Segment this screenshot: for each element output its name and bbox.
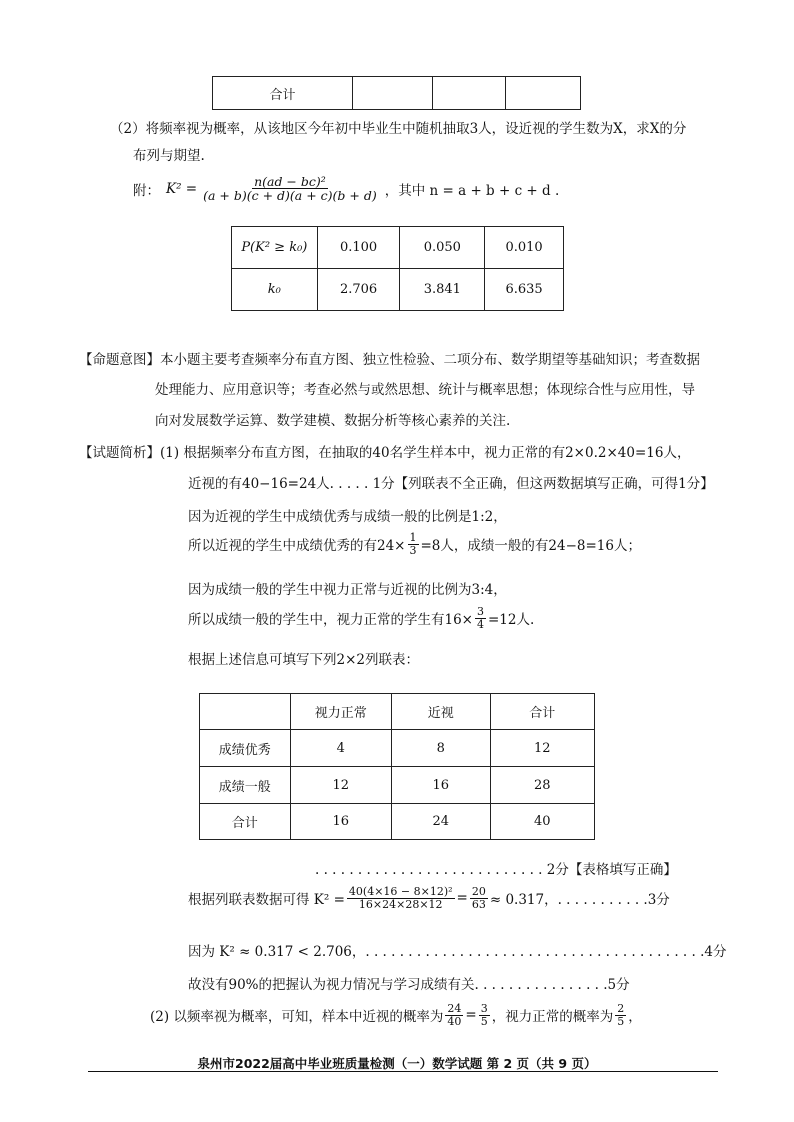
analysis-line2: 近视的有40−16=24人. . . . . 1分【列联表不全正确，但这两数据填写正确，可得1分】 <box>188 476 714 492</box>
ref-k-3: 6.635 <box>485 269 564 311</box>
k2-denominator: (a + b)(c + d)(a + c)(b + d) <box>203 188 377 204</box>
ct-header-normal: 视力正常 <box>290 694 391 730</box>
top-table <box>212 76 581 110</box>
analysis-line3: 因为近视的学生中成绩优秀与成绩一般的比例是1:2， <box>188 509 507 525</box>
ref-p-1: 0.100 <box>317 227 400 269</box>
intent-line2: 处理能力、应用意识等；考查必然与或然思想、统计与概率思想；体现综合性与应用性，导 <box>155 382 695 398</box>
score-line-4: 因为 K² ≈ 0.317 < 2.706，. . . . . . . . . . . . . . . . . . . . . . . . . . . . . . . . . . . . . . . .4分 <box>188 944 727 960</box>
ref-p-3: 0.010 <box>485 227 564 269</box>
analysis-heading: 【试题简析】 <box>79 445 160 461</box>
k2-numerator: n(ad − bc)² <box>254 174 326 189</box>
fraction-2-5: $\frac{2}{5}$ <box>617 1002 625 1028</box>
fraction-3-5: $\frac{3}{5}$ <box>480 1002 488 1028</box>
question-2-line2: 布列与期望. <box>133 148 205 164</box>
table-row: 成绩一般 12 16 28 <box>200 767 595 804</box>
score-line-5: 故没有90%的把握认为视力情况与学习成绩有关. . . . . . . . . . . . . . . .5分 <box>188 977 630 993</box>
appendix-formula <box>133 175 559 202</box>
table-row: 合计 16 24 40 <box>200 804 595 840</box>
ref-row1-label: P(K² ≥ k₀) <box>232 227 318 269</box>
analysis-line4: 所以近视的学生中成绩优秀的有24× $\frac{1}{3}$ =8人，成绩一般的有24−8=16人； <box>188 531 641 557</box>
appendix-tail: ，其中 n = a + b + c + d . <box>384 182 560 199</box>
table-row: 成绩优秀 4 8 12 <box>200 730 595 767</box>
fraction-24-40: $\frac{24}{40}$ <box>447 1002 462 1028</box>
ct-header-total: 合计 <box>490 694 594 730</box>
fraction-20-63: $\frac{20}{63}$ <box>471 885 486 911</box>
ct-header-myopia: 近视 <box>392 694 491 730</box>
contingency-table <box>199 693 595 840</box>
ref-k-2: 3.841 <box>400 269 485 311</box>
k2-fraction <box>201 175 379 202</box>
page-footer: 泉州市2022届高中毕业班质量检测（一）数学试题 第 2 页（共 9 页） <box>197 1056 597 1071</box>
question-2-line1: （2）将频率视为概率，从该地区今年初中毕业生中随机抽取3人，设近视的学生数为X，求X的分 <box>110 121 687 137</box>
fraction-3-4: $\frac{3}{4}$ <box>477 605 484 631</box>
analysis-line7: 根据上述信息可填写下列2×2列联表： <box>188 652 419 668</box>
ct-corner <box>200 694 291 730</box>
ref-p-2: 0.050 <box>400 227 485 269</box>
score-line-2: . . . . . . . . . . . . . . . . . . . . . . . . . . . 2分【表格填写正确】 <box>315 862 677 878</box>
ref-row2-label: k₀ <box>232 269 318 311</box>
ref-k-1: 2.706 <box>317 269 400 311</box>
intent-line1: 【命题意图】本小题主要考查频率分布直方图、独立性检验、二项分布、数学期望等基础知识；考查数据 <box>79 352 700 368</box>
analysis-line1: 【试题简析】(1) 根据频率分布直方图，在抽取的40名学生样本中，视力正常的有2×0.2×40=16人， <box>79 445 691 461</box>
score-line-3: 根据列联表数据可得 K² = $\frac{\text{40(4×16 − 8×12)²}}{16\times 24\times 28\times 12}$ = $\frac{20}{63}$ ≈ 0.317，. . . . . . . . . . .3分 <box>188 885 670 911</box>
appendix-label: 附： <box>133 182 160 199</box>
k2-calc-fraction: $\frac{\text{40(4×16 − 8×12)²}}{16\times 24\times 28\times 12}$ <box>348 885 453 911</box>
footer-rule <box>88 1071 718 1072</box>
top-table-label: 合计 <box>213 77 353 110</box>
part-2-line: (2) 以频率视为概率，可知，样本中近视的概率为 $\frac{24}{40}$ = $\frac{3}{5}$ ，视力正常的概率为 $\frac{2}{5}$ ， <box>150 1002 642 1028</box>
analysis-line5: 因为成绩一般的学生中视力正常与近视的比例为3:4， <box>188 582 507 598</box>
intent-line3: 向对发展数学运算、数学建模、数据分析等核心素养的关注. <box>155 413 511 429</box>
reference-table <box>231 226 564 311</box>
k2-lhs: K² = <box>166 180 198 197</box>
intent-heading: 【命题意图】 <box>79 352 160 368</box>
analysis-line6: 所以成绩一般的学生中，视力正常的学生有16× $\frac{3}{4}$ =12人. <box>188 605 535 631</box>
fraction-1-3: $\frac{1}{3}$ <box>409 531 417 557</box>
